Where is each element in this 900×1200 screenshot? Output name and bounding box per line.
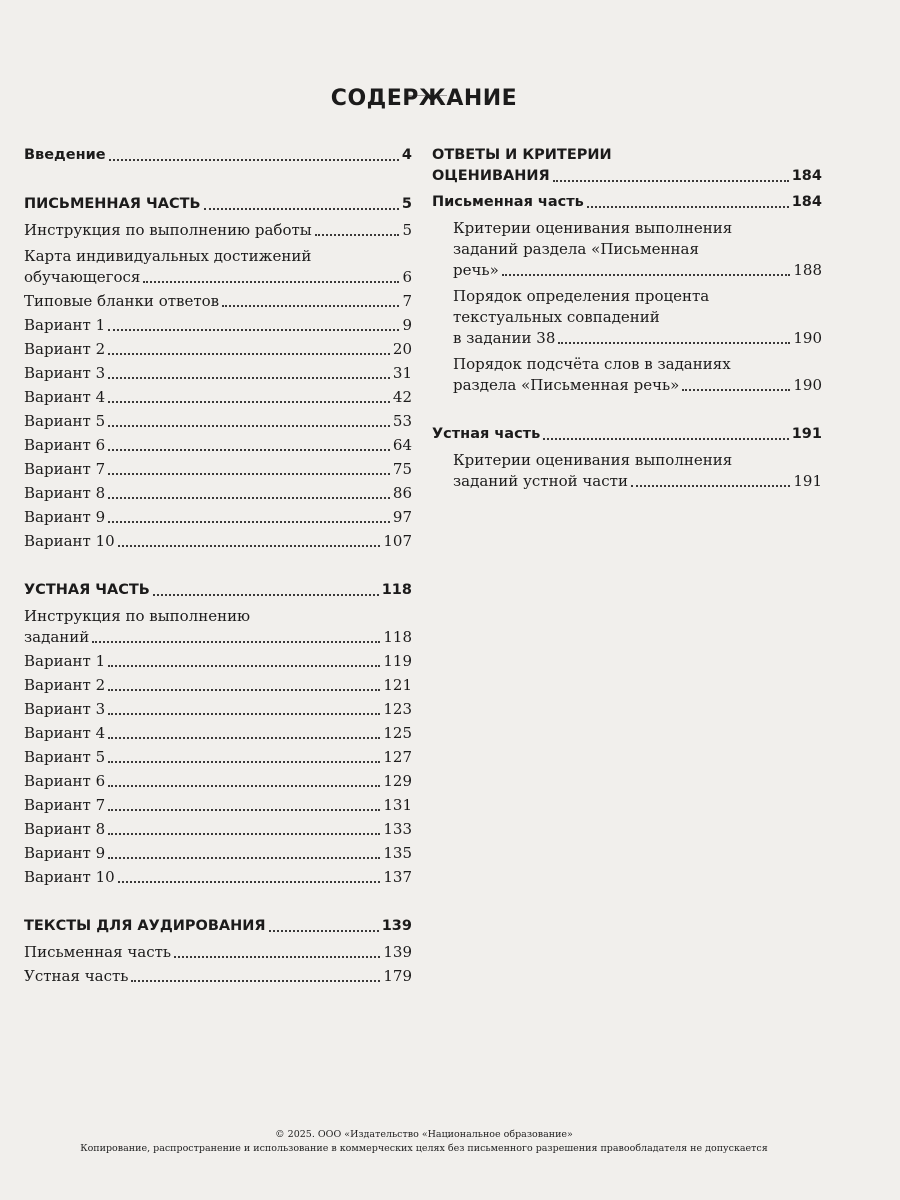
toc-entry-variant[interactable]: Вариант 10 137 (24, 868, 412, 886)
page-number: 137 (383, 868, 412, 886)
page-number: 5 (401, 196, 412, 212)
toc-entry-variant[interactable]: Вариант 3 123 (24, 700, 412, 718)
toc-entry-oral-criteria-line1[interactable]: Критерии оценивания выполнения (453, 451, 733, 469)
page-number: 118 (381, 582, 412, 598)
toc-entry-percent-line1[interactable]: Порядок определения процента (453, 287, 710, 305)
toc-entry-forms[interactable]: Типовые бланки ответов 7 (24, 292, 412, 310)
page-number: 131 (383, 796, 412, 814)
toc-entry-oral-instruction-line1[interactable]: Инструкция по выполнению (24, 607, 251, 625)
page-number: 125 (383, 724, 412, 742)
toc-entry-words-line1[interactable]: Порядок подсчёта слов в заданиях (453, 355, 731, 373)
toc-left-column (24, 145, 412, 987)
page-number: 127 (383, 748, 412, 766)
page-number: 31 (392, 364, 412, 382)
toc-entry-variant[interactable]: Вариант 6 129 (24, 772, 412, 790)
toc-entry-listening-oral[interactable]: Устная часть 179 (24, 967, 412, 985)
page-number: 184 (791, 168, 822, 184)
page-number: 5 (402, 221, 412, 239)
toc-entry-variant[interactable]: Вариант 4 42 (24, 388, 412, 406)
toc-entry-variant[interactable]: Вариант 8 86 (24, 484, 412, 502)
page-number: 4 (401, 147, 412, 163)
toc-entry-variant[interactable]: Вариант 9 135 (24, 844, 412, 862)
toc-entry-variant[interactable]: Вариант 8 133 (24, 820, 412, 838)
toc-entry-answers-written[interactable]: Письменная часть 184 (432, 192, 822, 213)
toc-entry-variant[interactable]: Вариант 9 97 (24, 508, 412, 526)
page-number: 118 (383, 628, 412, 646)
toc-entry-variant[interactable]: Вариант 5 127 (24, 748, 412, 766)
toc-entry-variant[interactable]: Вариант 2 121 (24, 676, 412, 694)
toc-section-listening[interactable]: ТЕКСТЫ ДЛЯ АУДИРОВАНИЯ 139 (24, 916, 412, 937)
toc-entry-variant[interactable]: Вариант 10 107 (24, 532, 412, 550)
page-number: 86 (392, 484, 412, 502)
page-number: 179 (383, 967, 412, 985)
toc-entry-criteria[interactable]: речь» 188 (453, 261, 822, 279)
page-number: 123 (383, 700, 412, 718)
page-number: 191 (793, 472, 822, 490)
page-number: 129 (383, 772, 412, 790)
toc-section-answers-line1[interactable]: ОТВЕТЫ И КРИТЕРИИ (432, 147, 612, 163)
toc-entry-oral-criteria[interactable]: заданий устной части 191 (453, 472, 822, 490)
toc-entry-percent[interactable]: в задании 38 190 (453, 329, 822, 347)
toc-entry-percent-line2[interactable]: текстуальных совпадений (453, 308, 660, 326)
toc-entry-variant[interactable]: Вариант 4 125 (24, 724, 412, 742)
page-number: 121 (383, 676, 412, 694)
toc-entry-variant[interactable]: Вариант 1 9 (24, 316, 412, 334)
toc-entry-map-line1[interactable]: Карта индивидуальных достижений (24, 247, 312, 265)
toc-entry-criteria-line2[interactable]: заданий раздела «Письменная (453, 240, 699, 258)
page-number: 190 (793, 329, 822, 347)
toc-entry-map[interactable]: обучающегося 6 (24, 268, 412, 286)
toc-entry-instruction[interactable]: Инструкция по выполнению работы 5 (24, 221, 412, 239)
page-number: 184 (791, 194, 822, 210)
page-number: 107 (383, 532, 412, 550)
toc-entry-variant[interactable]: Вариант 6 64 (24, 436, 412, 454)
copyright-line: © 2025. ООО «Издательство «Национальное образование» (275, 1129, 573, 1140)
toc-entry-answers-oral[interactable]: Устная часть 191 (432, 424, 822, 445)
toc-entry-variant[interactable]: Вариант 7 75 (24, 460, 412, 478)
toc-section-answers[interactable]: ОЦЕНИВАНИЯ 184 (432, 166, 822, 187)
page-number: 133 (383, 820, 412, 838)
page-number: 139 (381, 918, 412, 934)
page-number: 188 (793, 261, 822, 279)
toc-entry-variant[interactable]: Вариант 7 131 (24, 796, 412, 814)
toc-entry-words[interactable]: раздела «Письменная речь» 190 (453, 376, 822, 394)
toc-entry-intro[interactable]: Введение 4 (24, 145, 412, 166)
page-number: 6 (402, 268, 412, 286)
page-number: 191 (791, 426, 822, 442)
toc-right-column (432, 145, 822, 492)
page-number: 53 (392, 412, 412, 430)
page-number: 97 (392, 508, 412, 526)
page-title: СОДЕРЖАНИЕ (330, 86, 518, 111)
toc-entry-variant[interactable]: Вариант 5 53 (24, 412, 412, 430)
page-number: 64 (392, 436, 412, 454)
toc-entry-variant[interactable]: Вариант 2 20 (24, 340, 412, 358)
toc-section-written[interactable]: ПИСЬМЕННАЯ ЧАСТЬ 5 (24, 194, 412, 215)
page-number: 7 (402, 292, 412, 310)
page-number: 135 (383, 844, 412, 862)
page-number: 119 (383, 652, 412, 670)
page-number: 42 (392, 388, 412, 406)
toc-entry-oral-instruction[interactable]: заданий 118 (24, 628, 412, 646)
page-number: 190 (793, 376, 822, 394)
page-number: 20 (392, 340, 412, 358)
page-number: 75 (392, 460, 412, 478)
toc-entry-variant[interactable]: Вариант 3 31 (24, 364, 412, 382)
copyright-notice: Копирование, распространение и использование в коммерческих целях без письменного разрешения правообладателя не допускается (80, 1143, 768, 1154)
toc-entry-listening-written[interactable]: Письменная часть 139 (24, 943, 412, 961)
toc-section-oral[interactable]: УСТНАЯ ЧАСТЬ 118 (24, 580, 412, 601)
page-number: 139 (383, 943, 412, 961)
toc-entry-variant[interactable]: Вариант 1 119 (24, 652, 412, 670)
toc-entry-criteria-line1[interactable]: Критерии оценивания выполнения (453, 219, 733, 237)
page-number: 9 (402, 316, 412, 334)
